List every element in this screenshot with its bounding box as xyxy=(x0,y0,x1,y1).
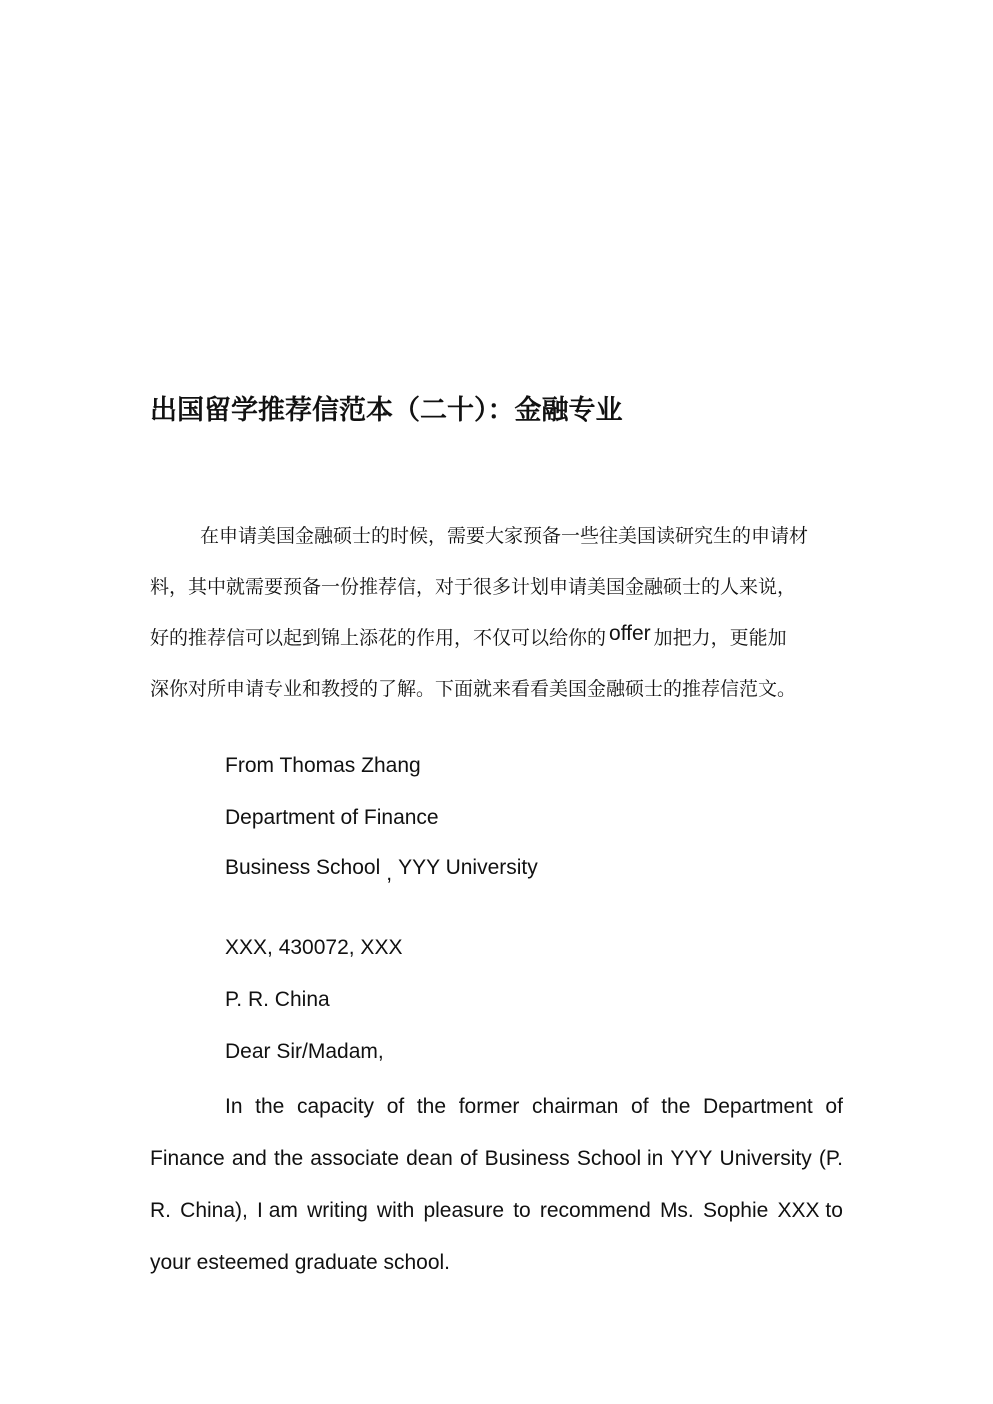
intro-line xyxy=(150,622,840,673)
word: of xyxy=(386,1095,405,1118)
paragraph-line xyxy=(150,1092,843,1144)
intro-paragraph xyxy=(150,520,840,724)
word: of xyxy=(631,1095,649,1118)
intro-line: 料，其中就需要预备一份推荐信，对于很多计划申请美国金融硕士的人来说， xyxy=(150,576,797,598)
word: associate xyxy=(310,1147,400,1170)
document-title: 出国留学推荐信范本（二十）：金融专业 xyxy=(150,395,623,426)
word: Finance xyxy=(150,1147,225,1170)
word: the xyxy=(416,1095,447,1118)
word: R. xyxy=(150,1199,171,1222)
word: School in xyxy=(576,1147,664,1170)
word: pleasure xyxy=(423,1199,505,1222)
word: the xyxy=(255,1095,285,1118)
word: to xyxy=(513,1199,531,1222)
word: I am xyxy=(257,1199,298,1222)
sender-separator: , xyxy=(386,862,393,885)
word: chairman xyxy=(532,1095,619,1118)
letter-paragraph xyxy=(150,1092,843,1300)
sender-school: Business School xyxy=(225,856,381,879)
word: capacity xyxy=(297,1095,375,1118)
word: Business xyxy=(484,1147,570,1170)
intro-text: 加把力，更能加 xyxy=(653,627,787,649)
intro-text: 好的推荐信可以起到锦上添花的作用，不仅可以给你的 xyxy=(150,627,607,649)
word: former xyxy=(458,1095,520,1118)
paragraph-line xyxy=(150,1144,843,1196)
sender-university: YYY University xyxy=(398,856,538,879)
sender-school-line xyxy=(225,856,538,885)
sender-city: XXX, 430072, XXX xyxy=(225,936,403,959)
word: In xyxy=(225,1095,243,1118)
paragraph-line xyxy=(150,1196,843,1248)
paragraph-line: your esteemed graduate school. xyxy=(150,1251,451,1274)
word: University xyxy=(719,1147,812,1170)
word: of xyxy=(459,1147,478,1170)
word: the xyxy=(273,1147,304,1170)
salutation: Dear Sir/Madam, xyxy=(225,1040,384,1063)
word: YYY xyxy=(670,1147,713,1170)
intro-offer-word: offer xyxy=(609,622,651,645)
word: the xyxy=(661,1095,691,1118)
sender-from: From Thomas Zhang xyxy=(225,754,421,777)
word: Sophie xyxy=(702,1199,769,1222)
word: and xyxy=(231,1147,267,1170)
word: XXX to xyxy=(777,1199,843,1222)
sender-department: Department of Finance xyxy=(225,806,439,829)
word: writing xyxy=(307,1199,368,1222)
intro-line: 深你对所申请专业和教授的了解。下面就来看看美国金融硕士的推荐信范文。 xyxy=(150,678,797,700)
sender-country: P. R. China xyxy=(225,988,330,1011)
word: dean xyxy=(406,1147,453,1170)
word: China), xyxy=(180,1199,248,1222)
word: (P. xyxy=(818,1147,843,1170)
intro-line: 在申请美国金融硕士的时候，需要大家预备一些往美国读研究生的申请材 xyxy=(200,525,809,547)
word: Department xyxy=(703,1095,813,1118)
word: Ms. xyxy=(659,1199,694,1222)
word: recommend xyxy=(539,1199,651,1222)
word: with xyxy=(376,1199,415,1222)
word: of xyxy=(825,1095,843,1118)
